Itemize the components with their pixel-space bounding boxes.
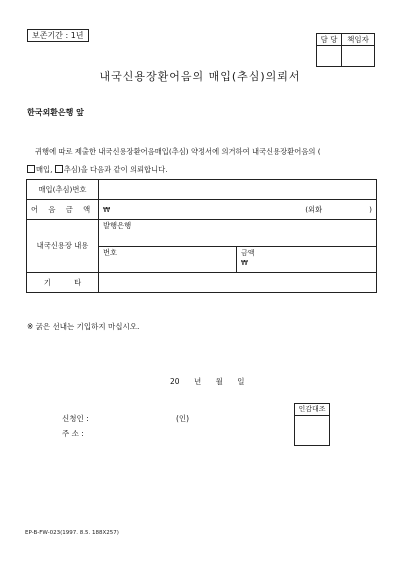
lc-amount-currency: ₩ [241, 259, 248, 267]
lc-details-label: 내국신용장 내용 [27, 220, 99, 273]
collection-checkbox[interactable] [55, 165, 63, 173]
date-line [170, 376, 244, 387]
date-month-unit: 월 [215, 377, 223, 386]
request-line-1: 귀행에 따로 제출한 내국신용장환어음매입(추심) 약정서에 의거하여 내국신용장환어음의 ( [35, 147, 321, 156]
purchase-checkbox[interactable] [27, 165, 35, 173]
request-line-2 [27, 161, 379, 179]
bill-amount-currency: ₩ [103, 205, 111, 214]
lc-amount-field[interactable] [237, 247, 377, 273]
other-field[interactable] [99, 273, 377, 293]
approval-supervisor-label: 책임자 [342, 34, 375, 46]
lc-number-label: 번호 [103, 248, 118, 257]
document-title: 내국신용장환어음의 매입(추심)의뢰서 [99, 70, 301, 83]
lc-amount-label: 금액 [241, 249, 255, 257]
recipient-bank: 한국외환은행 앞 [27, 108, 84, 117]
foreign-currency-close: ) [369, 205, 372, 214]
date-year-unit: 년 [193, 377, 202, 386]
approval-box [316, 33, 375, 67]
issuing-bank-label: 발행은행 [103, 221, 132, 230]
date-day-unit: 일 [237, 377, 245, 386]
retention-period-label: 보존기간 : 1년 [27, 29, 89, 42]
bill-amount-label: 어 음 금 액 [27, 200, 99, 220]
purchase-number-field[interactable] [99, 180, 377, 200]
approval-supervisor-sign-cell[interactable] [342, 46, 375, 67]
approval-in-charge-sign-cell[interactable] [317, 46, 342, 67]
issuing-bank-field[interactable] [99, 220, 377, 247]
collection-option-label: 추심)을 다음과 같이 의뢰합니다. [63, 165, 168, 174]
seal-verification-label: 인감대조 [295, 404, 329, 416]
form-code: EP-B-FW-023(1997. 8.5. 188X257) [25, 530, 119, 536]
lc-number-field[interactable] [99, 247, 237, 273]
other-label: 기 타 [27, 273, 99, 293]
request-form-table [26, 179, 377, 293]
foreign-currency-open: (외화 [305, 204, 323, 214]
seal-verification-box[interactable] [294, 403, 330, 446]
purchase-option-label: 매입, [36, 165, 53, 174]
applicant-seal-mark: (인) [176, 414, 190, 423]
approval-in-charge-label: 담 당 [317, 34, 342, 46]
applicant-name-label: 신청인 : [62, 414, 89, 423]
instruction-note: ※ 굵은 선내는 기입하지 마십시오. [27, 322, 140, 331]
applicant-address-label: 주 소 : [62, 429, 84, 438]
request-paragraph [27, 143, 379, 179]
purchase-number-label: 매입(추심)번호 [27, 180, 99, 200]
bill-amount-field[interactable] [99, 200, 377, 220]
date-year-prefix: 20 [170, 377, 180, 386]
